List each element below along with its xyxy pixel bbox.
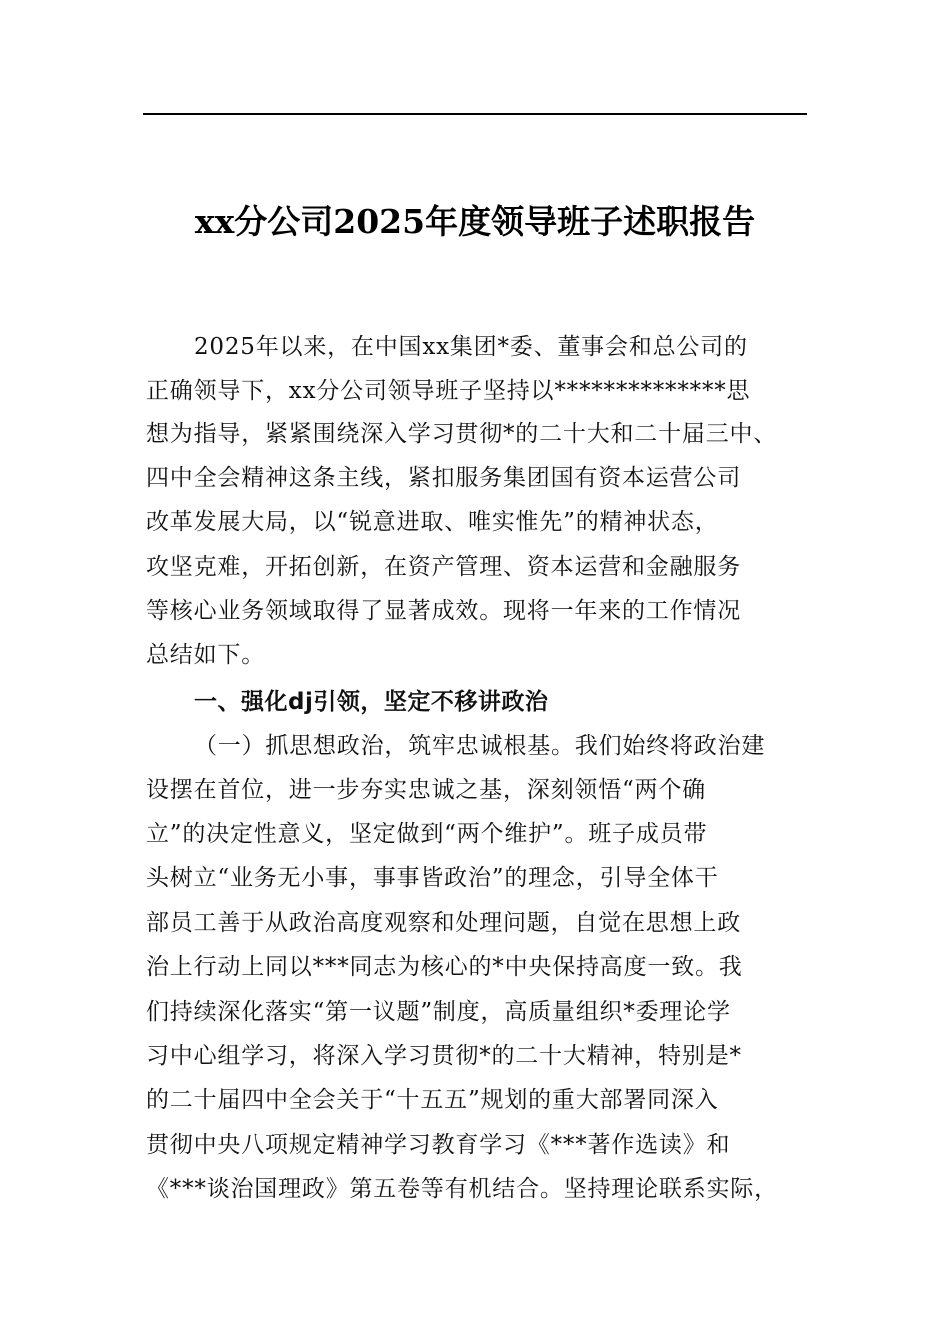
paragraph-line: 部员工善于从政治高度观察和处理问题，自觉在思想上政 (146, 910, 741, 936)
paragraph-line: 等核心业务领域取得了显著成效。现将一年来的工作情况 (146, 598, 741, 624)
paragraph-line: 贯彻中央八项规定精神学习教育学习《***著作选读》和 (146, 1132, 731, 1158)
header-rule (143, 113, 807, 115)
paragraph-line: 设摆在首位，进一步夯实忠诚之基，深刻领悟“两个确 (146, 777, 706, 803)
paragraph-line: （一）抓思想政治，筑牢忠诚根基。我们始终将政治建 (194, 733, 766, 759)
paragraph-line: 四中全会精神这条主线，紧扣服务集团国有资本运营公司 (146, 465, 741, 491)
paragraph-line: 想为指导，紧紧围绕深入学习贯彻*的二十大和二十届三中、 (146, 421, 778, 447)
paragraph-line: 们持续深化落实“第一议题”制度，高质量组织*委理论学 (146, 999, 731, 1025)
paragraph-line: 总结如下。 (146, 642, 265, 668)
paragraph-line: 治上行动上同以***同志为核心的*中央保持高度一致。我 (146, 954, 743, 980)
paragraph-line: 立”的决定性意义，坚定做到“两个维护”。班子成员带 (146, 821, 708, 847)
paragraph-line: 2025年以来，在中国xx集团*委、董事会和总公司的 (194, 334, 748, 360)
paragraph-line: 改革发展大局，以“锐意进取、唯实惟先”的精神状态， (146, 509, 719, 535)
paragraph-line: 正确领导下，xx分公司领导班子坚持以**************思 (146, 378, 751, 404)
paragraph-line: 攻坚克难，开拓创新，在资产管理、资本运营和金融服务 (146, 554, 741, 580)
document-title: xx分公司2025年度领导班子述职报告 (194, 202, 756, 241)
paragraph-line: 的二十届四中全会关于“十五五”规划的重大部署同深入 (146, 1087, 719, 1113)
paragraph-line: 《***谈治国理政》第五卷等有机结合。坚持理论联系实际， (146, 1176, 778, 1202)
section-heading: 一、强化dj引领，坚定不移讲政治 (194, 689, 549, 715)
paragraph-line: 习中心组学习，将深入学习贯彻*的二十大精神，特别是* (146, 1043, 742, 1069)
paragraph-line: 头树立“业务无小事，事事皆政治”的理念，引导全体干 (146, 865, 719, 891)
